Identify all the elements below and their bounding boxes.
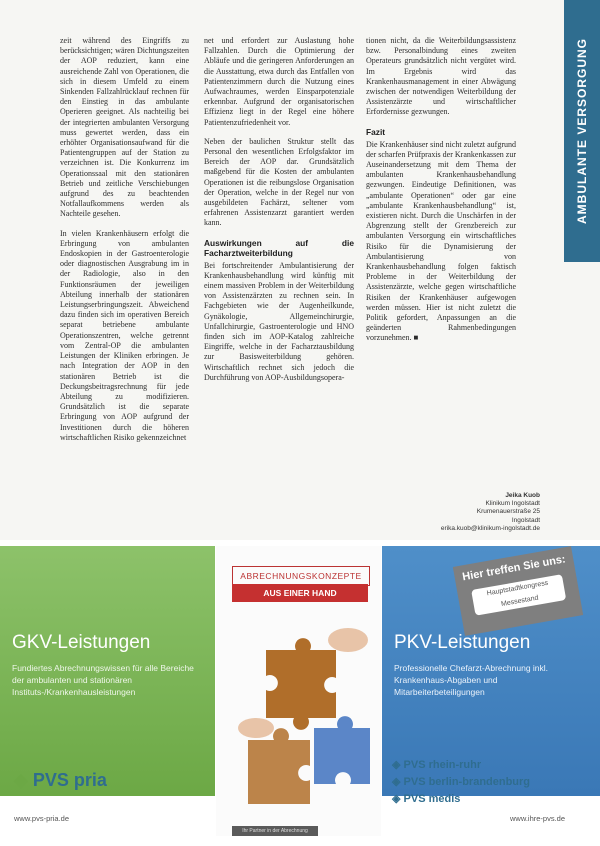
banner-bottom: AUS EINER HAND: [232, 584, 368, 602]
paragraph: tionen nicht, da die Weiterbildungsassistenz bzw. Personalbindung eines zweiten Operateurs grundsätzlich nicht vergütet wird. Im Ergebnis wird das Krankenhausmanagement in einer Abwägung zwischen der notwendigen Weiterbildung der Assistenzärzte und wirtschaftlicher Erfordernisse gezwungen.: [366, 36, 516, 117]
gkv-panel: [0, 546, 215, 796]
badge-title: Hier treffen Sie uns:: [461, 553, 567, 584]
paragraph: net und erfordert zur Auslastung hohe Fallzahlen. Durch die Optimierung der Abläufe und die geringeren Anforderungen an die Ausstattung, etwa durch das Entfallen von Patientenzimmern durch die Nutzung eines Aufwachraumes, werden Einsparpotenziale erkennbar. Aufgrund der organisatorischen Effizienz liegt in der Regel eine höhere Patientenzufriedenheit vor.: [204, 36, 354, 127]
url-left[interactable]: www.pvs-pria.de: [14, 814, 70, 823]
section-heading: Auswirkungen auf die Facharztweiterbildung: [204, 237, 354, 258]
article-column-2: [204, 36, 354, 392]
pvs-logo-icon: ◈: [392, 776, 404, 788]
author-affiliation: Klinikum Ingolstadt: [485, 500, 540, 508]
pvs-berlin-brandenburg-logo: ◈ PVS berlin-brandenburg: [392, 776, 531, 788]
paragraph: In vielen Krankenhäusern erfolgt die Erbringung von ambulanten Endoskopien in der Gastroenterologie oder diagnostischen Ausgrabung im in der Radiologie, also in den Funktionsräumen der jeweiligen Abteilung innerhalb der stationären Leistungserbringungszeit. Abweichend dazu finden sich im operativen Bereich separat betriebene ambulante Operationszentren, welche getrennt vom Zentral-OP die ambulanten Leistungen der Kliniken erbringen. Je nach Integration der AOP in den stationären Betrieb ist die Deckungsbeitragsrechnung für jede Abteilung zu modifizieren. Grundsätzlich ist die separate Erbringung von AOP aufgrund der Investitionen durch die höheren wirtschaftlichen Risiko gekennzeichnet: [60, 228, 189, 442]
pvs-logo-icon: ◈: [14, 770, 33, 790]
paragraph: Neben der baulichen Struktur stellt das Personal den wesentlichen Erfolgsfaktor im Bereich der AOP dar. Grundsätzlich maßgebend für die Kosten der ambulanten Operationen ist die reibungslose Organisation der Operation, welche in der Regel nur von ausgebildeten Fachärzt, seltener vom erfahrenen Assistenzarzt garantiert werden kann.: [204, 136, 354, 228]
pvs-rhein-ruhr-logo: ◈ PVS rhein-ruhr: [392, 759, 482, 771]
badge-subtitle: Hauptstadtkongress Messestand: [471, 574, 566, 616]
footer-bar: Ihr Partner in der Abrechnung: [232, 826, 318, 836]
advertisement: [0, 540, 600, 846]
author-city: Ingolstadt: [511, 516, 540, 524]
banner-top: ABRECHNUNGSKONZEPTE: [232, 566, 370, 586]
pvs-logo-icon: ◈: [392, 759, 404, 771]
paragraph: Bei fortschreitender Ambulantisierung der Krankenhausbehandlung wird künftig mit einem massiven Problem in der Weiterbildung von Assistenzärzten zu rechnen sein. In Fachgebieten wie der Augenheilkunde, Gynäkologie, Allgemeinchirurgie, Unfallchirurgie, Gastroenterologie und HNO finden sich im AOP-Katalog zahlreiche Eingriffe, welche in der Facharztausbildung zur Basisweiterbildung gehören. Wirtschaftlich rechnet sich jedoch die Durchführung von AOP-Ausbildungsopera-: [204, 260, 354, 382]
section-label: AMBULANTE VERSORGUNG: [575, 37, 589, 225]
url-right[interactable]: www.ihre-pvs.de: [510, 814, 566, 823]
article-column-3: [366, 36, 516, 353]
author-street: Krumenauerstraße 25: [476, 508, 540, 516]
pkv-text: Professionelle Chefarzt-Abrechnung inkl. Krankenhaus-Abgaben und Mitarbeiterbeteiligungen: [394, 663, 549, 697]
gkv-title: GKV-Leistungen: [12, 632, 151, 653]
paragraph: zeit während des Eingriffs zu berücksichtigen; wären Dichtungszeiten der AOP reduziert, kann eine ausreichende Zahl von Operationen, die sich in diesem Umfeld zu einem Sinkenden Fallzahlrücklauf rechnen für den Einstieg in das ambulante Operieren geeignet. Als nachteilig bei der integrierten ambulanten Versorgung muss gewertet werden, dass ein erhöhter Organisationsaufwand für die Patientengruppen auf der Station zu verzeichnen ist. Die Konkurrenz im Operationssaal mit den stationären Betrieb und zeitliche Verschiebungen aufgrund des zu beachtenden Notfallaufkommens werden als Nachteile gesehen.: [60, 36, 189, 219]
paragraph: Die Krankenhäuser sind nicht zuletzt aufgrund der scharfen Prüfpraxis der Krankenkassen zur Auseinandersetzung mit dem Thema der ambulanten Krankenhausbehandlung gezwungen. Eindeutige Definitionen, was „ambulante Operationen“ oder gar eine „ambulante Krankenhausbehandlung“ ist, existieren nicht. Durch die Unschärfen in der Abgrenzung stellt der Grenzbereich zur ambulanten Versorgung ein wirtschaftliches Risiko für die Dynamisierung der Ambulantisierung von Krankenhausbehandlung folgen faktisch Probleme in der Weiterbildung der Assistenzärzte, welche gegen wirtschaftliche Risiken der Krankenhäuser aufgewogen werden müssen. Hier ist nicht zuletzt die Politik gefordert, Anpassungen an die geänderten Rahmenbedingungen vorzunehmen. ■: [366, 139, 516, 343]
pvs-medis-logo: ◈ PVS medis: [392, 793, 461, 805]
puzzle-illustration: [226, 610, 376, 820]
pvs-pria-logo: ◈ PVS pria: [14, 770, 107, 790]
gkv-text: Fundiertes Abrechnungswissen für alle Bereiche der ambulanten und stationären Instituts-/Krankenhausleistungen: [12, 663, 194, 697]
author-name: Jeika Kuob: [505, 492, 540, 499]
pvs-logo-icon: ◈: [392, 793, 404, 805]
section-heading: Fazit: [366, 126, 386, 137]
section-sidebar: [564, 0, 600, 262]
article-column-1: [60, 36, 189, 452]
pkv-title: PKV-Leistungen: [394, 632, 531, 653]
author-email[interactable]: erika.kuob@klinikum-ingolstadt.de: [440, 524, 540, 532]
author-signature: [430, 492, 540, 533]
